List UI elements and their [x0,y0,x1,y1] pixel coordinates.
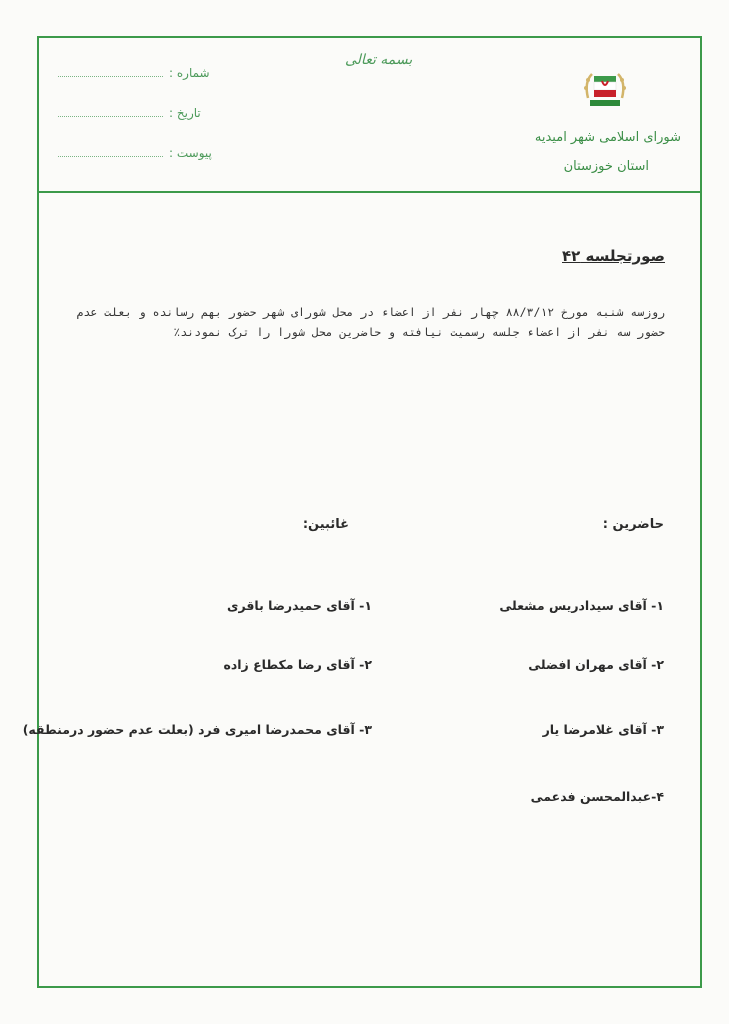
province-name: استان خوزستان [563,159,649,174]
number-dots [58,76,163,77]
present-member-4: ۴-عبدالمحسن فدعمی [530,789,664,804]
present-member-1: ۱- آقای سیدادریس مشعلی [499,598,664,613]
present-member-3: ۳- آقای غلامرضا یار [542,722,664,737]
absent-heading: غائبین: [302,517,349,532]
basmala: بسمه تعالی [345,52,413,68]
council-name: شورای اسلامی شهر امیدیه [534,130,681,145]
attachment-label: پیوست : [169,146,212,160]
present-heading: حاضرین : [602,517,664,532]
document-title: صورتجلسه ۴۲ [562,247,665,265]
absent-member-3: ۳- آقای محمدرضا امیری فرد (بعلت عدم حضور درمنطقه) [22,722,372,737]
date-dots [58,116,163,117]
page-border [37,36,702,988]
attachment-field [58,146,212,160]
date-field [58,106,201,120]
council-emblem-icon [582,62,628,112]
number-label: شماره : [169,66,210,80]
absent-member-1: ۱- آقای حمیدرضا باقری [227,598,372,613]
absent-member-2: ۲- آقای رضا مکطاع زاده [223,657,372,672]
date-label: تاریخ : [169,106,201,120]
attachment-dots [58,156,163,157]
number-field [58,66,210,80]
minutes-body: روزسه شنبه مورخ ۸۸/۳/۱۲ چهار نفر از اعضاء در محل شورای شهر حضور بهم رسانده و بعلت عدم حضور سه نفر از اعضاء جلسه رسمیت نیافته و حاضرین محل شورا را ترک نمودند٪ [76,305,665,339]
header-divider [37,191,702,193]
present-member-2: ۲- آقای مهران افضلی [528,657,664,672]
